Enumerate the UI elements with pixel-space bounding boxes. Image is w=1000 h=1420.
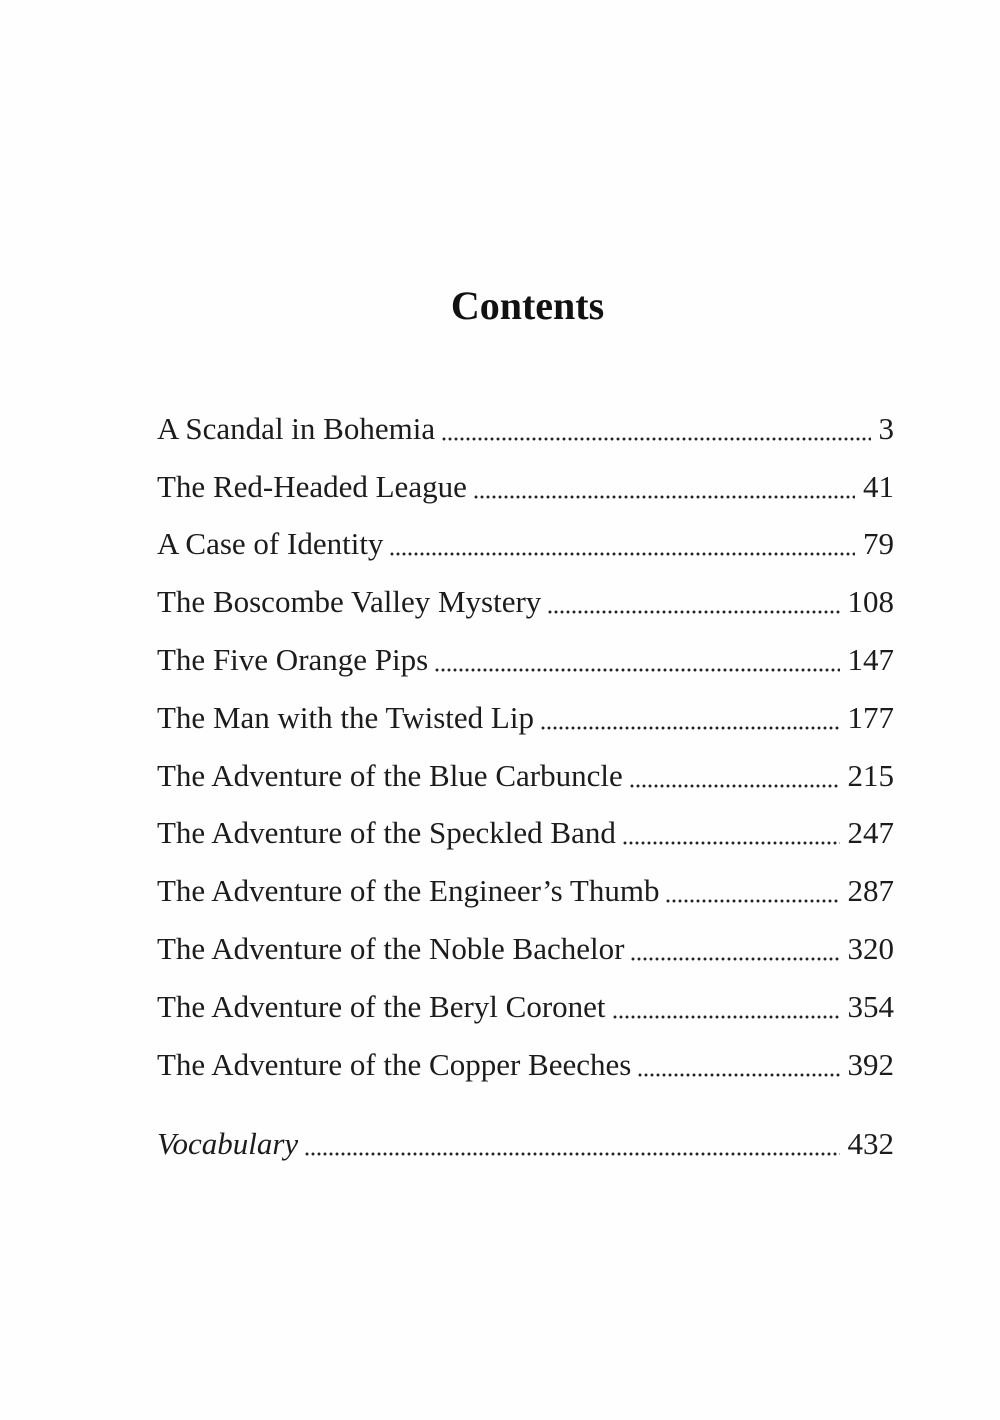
toc-entry-page: 432	[840, 1126, 895, 1162]
toc-entry	[157, 805, 894, 863]
dot-leader	[630, 955, 839, 963]
toc-entry-title: A Case of Identity	[157, 526, 389, 562]
toc-entry-page: 108	[840, 584, 895, 620]
toc-entry-title: The Red-Headed League	[157, 469, 473, 505]
toc-entry	[157, 1036, 894, 1094]
table-of-contents	[157, 400, 894, 1173]
dot-leader	[612, 1013, 840, 1021]
dot-leader	[304, 1150, 839, 1158]
page-title: Contents	[450, 283, 605, 328]
toc-entry	[157, 400, 894, 458]
dot-leader	[540, 724, 840, 732]
toc-entry-page: 247	[840, 815, 895, 851]
toc-entry-title: The Adventure of the Copper Beeches	[157, 1047, 637, 1083]
dot-leader	[665, 897, 839, 905]
toc-entry-title: The Adventure of the Noble Bachelor	[157, 931, 630, 967]
toc-entry-page: 320	[840, 931, 895, 967]
toc-entry-title: The Five Orange Pips	[157, 642, 434, 678]
toc-entry-page: 41	[855, 469, 894, 505]
toc-entry	[157, 573, 894, 631]
toc-entry-title: The Man with the Twisted Lip	[157, 700, 540, 736]
toc-entry-vocabulary	[157, 1116, 894, 1174]
dot-leader	[434, 666, 839, 674]
toc-entry-page: 354	[840, 989, 895, 1025]
toc-entry-title: The Adventure of the Blue Carbuncle	[157, 758, 629, 794]
dot-leader	[629, 782, 840, 790]
toc-entry-title: Vocabulary	[157, 1126, 304, 1162]
toc-entry	[157, 978, 894, 1036]
toc-entry	[157, 689, 894, 747]
toc-entry-title: The Adventure of the Speckled Band	[157, 815, 622, 851]
dot-leader	[441, 435, 870, 443]
toc-entry-page: 147	[840, 642, 895, 678]
toc-entry	[157, 862, 894, 920]
toc-entry	[157, 747, 894, 805]
toc-entry-title: The Boscombe Valley Mystery	[157, 584, 547, 620]
toc-entry	[157, 920, 894, 978]
toc-entry-page: 215	[840, 758, 895, 794]
dot-leader	[637, 1071, 839, 1079]
dot-leader	[622, 839, 840, 847]
dot-leader	[473, 493, 855, 501]
toc-entry-page: 177	[840, 700, 895, 736]
toc-entry-page: 392	[840, 1047, 895, 1083]
toc-entry-title: The Adventure of the Beryl Coronet	[157, 989, 612, 1025]
toc-entry	[157, 458, 894, 516]
dot-leader	[389, 550, 855, 558]
toc-entry	[157, 631, 894, 689]
toc-entry-page: 287	[840, 873, 895, 909]
toc-entry-page: 79	[855, 526, 894, 562]
toc-entry-title: The Adventure of the Engineer’s Thumb	[157, 873, 665, 909]
toc-entry-title: A Scandal in Bohemia	[157, 411, 441, 447]
toc-entry-page: 3	[871, 411, 895, 447]
dot-leader	[547, 608, 839, 616]
toc-entry	[157, 516, 894, 574]
